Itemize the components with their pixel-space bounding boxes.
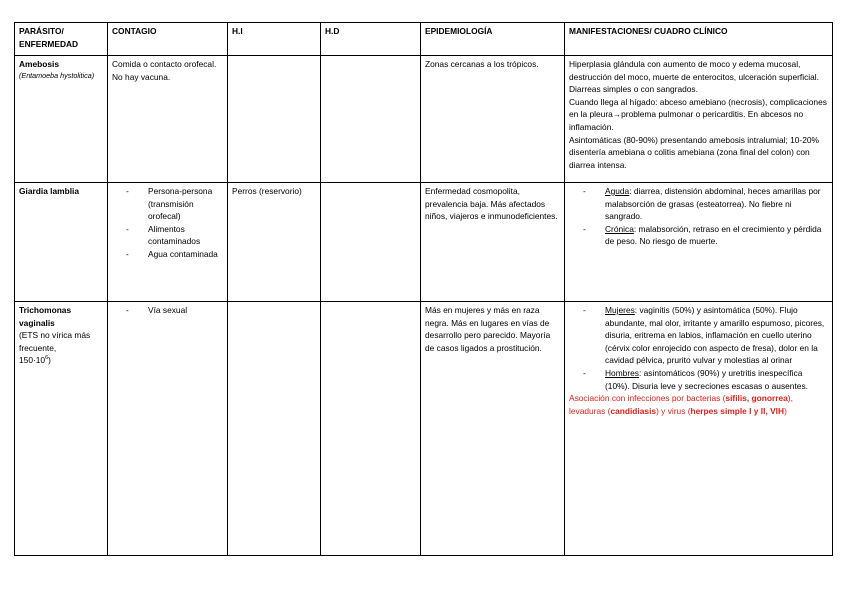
cell-hi [228,302,321,556]
header-row [15,23,833,56]
cell-hi: Perros (reservorio) [228,183,321,302]
cell-hd [321,183,421,302]
list-item: - Agua contaminada [126,248,223,261]
list-item [583,223,828,248]
asociacion-bold: herpes simple I y II, VIH [690,405,785,416]
asociacion-text: ), levaduras ( [569,393,793,416]
cell-epidemiologia: Zonas cercanas a los trópicos. [421,56,565,183]
asociacion-bold: candidiasis [610,405,657,416]
cell-contagio [108,56,228,183]
manifestation-text: : diarrea, distensión abdominal, heces amarillas por malabsorción de grasas (esteatorrea). No fiebre ni sangrado. [605,186,821,222]
asociacion-bold: sífilis, gonorrea [725,393,788,404]
manifestaciones-list [569,304,828,392]
parasite-name: Trichomonas vaginalis [19,305,72,328]
header-hd: H.D [321,23,421,56]
manifestation-text: : malabsorción, retraso en el crecimiento y pérdida de peso. No riesgo de muerte. [605,223,822,247]
parasite-note-exponent: 6 [45,355,49,362]
manifestation-text: : vaginitis (50%) y asintomática (50%). Flujo abundante, mal olor, irritante y amarillo espumoso, picores, disuria, eritrema en labios, inflamación en cuello uterino (cérvix color enrojecido con aspecto de fresa), dolor en la cavidad pélvica, prurito vulvar y molestias al orinar [605,305,825,366]
manifestacion-paragraph: Asintomáticas (80-90%) presentando amebosis intralumial; 10-20% disentería amebiana o colitis amebiana (zona final del colon) con diarrea intensa. [569,134,819,170]
list-item [583,304,828,367]
header-hi: H.I [228,23,321,56]
parasite-species: (Entamoeba hystolitica) [19,70,95,80]
cell-parasito: Trichomonas vaginalis (ETS no vírica más frecuente, $150\cdot 10^6$) [15,302,108,556]
table-row [15,302,833,556]
table-row [15,56,833,183]
manifestacion-paragraph: Hiperplasia glándula con aumento de moco y edema mucosal, destrucción del moco, muerte de enterocitos, ulceración superficial. Diarreas simples o con sangrados. [569,59,819,95]
list-item [583,185,828,223]
table-row [15,183,833,302]
asociacion-text: ) [784,405,787,416]
manifestacion-paragraph: Cuando llega al hígado: abceso amebiano (necrosis), complicaciones en la pleura→problema pulmonar o pericarditis. En abcesos no inflamación. [569,96,827,132]
manifestation-label: Mujeres [605,305,635,315]
manifestation-label: Hombres [605,367,639,378]
list-item: - Alimentos contaminados [126,223,223,248]
contagio-list [112,185,223,261]
asociacion-text: Asociación con infecciones por bacterias ( [569,393,726,404]
cell-parasito [15,56,108,183]
asociacion-text: ) y virus ( [656,405,691,416]
cell-hd [321,302,421,556]
contagio-line: No hay vacuna. [112,71,171,82]
header-parasito: PARÁSITO/ ENFERMEDAD [15,23,108,56]
cell-epidemiologia: Más en mujeres y más en raza negra. Más en lugares en vías de desarrollo pero parecido. Mayoría de casos ligados a prostitución. [421,302,565,556]
list-item: - Persona-persona (transmisión orofecal) [126,185,223,223]
manifestation-text: : asintomáticos (90%) y uretritis inespecífica (10%). Disuria leve y secreciones escasas o ausentes. [605,367,808,391]
cell-contagio [108,183,228,302]
cell-manifestaciones [565,183,833,302]
header-epidemiologia: EPIDEMIOLOGÍA [421,23,565,56]
parasite-name: Amebosis [19,59,60,69]
cell-manifestaciones [565,302,833,556]
manifestation-label: Crónica [605,223,634,234]
cell-contagio [108,302,228,556]
parasite-note-value: 150·10 [19,355,46,366]
manifestaciones-list [569,185,828,248]
contagio-list [112,304,223,317]
list-item: - Vía sexual [126,304,223,317]
header-manifestaciones: MANIFESTACIONES/ CUADRO CLÍNICO [565,23,833,56]
contagio-line: Comida o contacto orofecal. [112,59,217,69]
parasite-table [14,22,833,556]
cell-manifestaciones [565,56,833,183]
parasite-note: (ETS no vírica más frecuente, [19,330,91,353]
list-item [583,367,828,392]
parasite-name: Giardia lamblia [19,186,80,196]
asociacion-note [569,392,828,417]
cell-parasito [15,183,108,302]
header-contagio: CONTAGIO [108,23,228,56]
cell-hd [321,56,421,183]
cell-epidemiologia: Enfermedad cosmopolita, prevalencia baja. Más afectados niños, viajeros e inmunodeficientes. [421,183,565,302]
manifestation-label: Aguda [605,186,630,196]
cell-hi [228,56,321,183]
